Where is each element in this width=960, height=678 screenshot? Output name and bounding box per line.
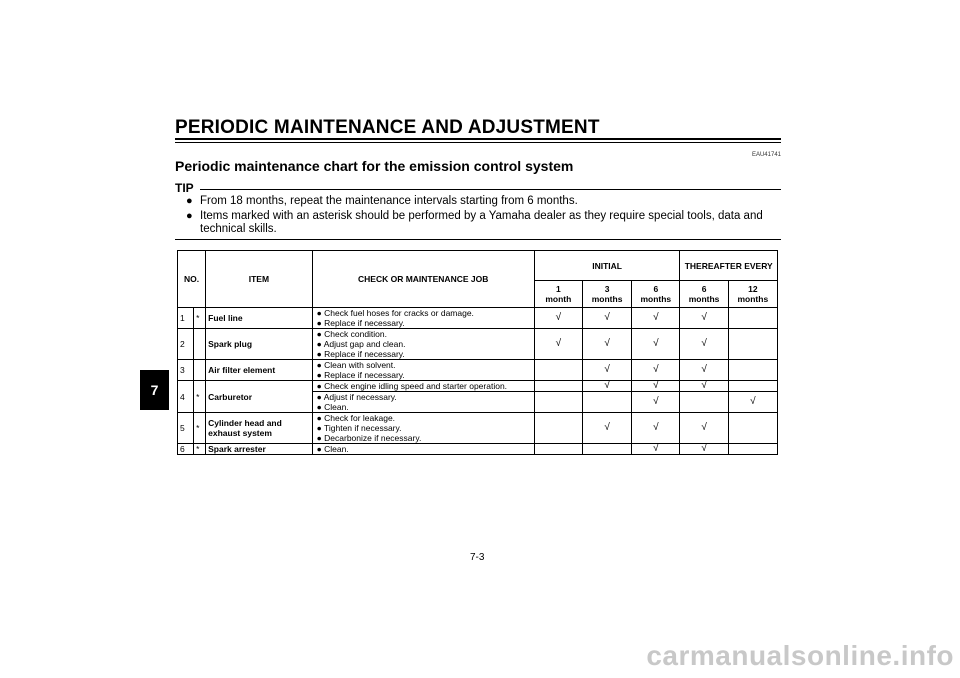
section-title: Periodic maintenance chart for the emission control system [175, 158, 574, 174]
job-line [317, 360, 532, 370]
job-line [317, 329, 532, 339]
check-cell [632, 360, 680, 381]
row-asterisk: * [194, 381, 206, 413]
check-cell [534, 392, 582, 413]
row-number: 4 [178, 381, 194, 413]
table-row [178, 308, 778, 329]
job-line [317, 392, 532, 402]
check-cell [632, 392, 680, 413]
check-cell [582, 413, 631, 444]
page-header-title: PERIODIC MAINTENANCE AND ADJUSTMENT [175, 117, 600, 138]
check-mark: √ [653, 422, 659, 433]
row-item: Carburetor [206, 381, 313, 413]
row-asterisk: * [194, 308, 206, 329]
check-cell [534, 360, 582, 381]
job-cell [312, 360, 534, 381]
job-line [317, 444, 532, 454]
doc-code: EAU41741 [751, 152, 781, 158]
table-row [178, 413, 778, 444]
tip-label: TIP [175, 181, 194, 195]
tip-end-rule [175, 239, 781, 240]
header-period-5: 12 months [728, 281, 777, 308]
page-number: 7-3 [470, 552, 485, 563]
check-cell [534, 381, 582, 392]
job-text: Check fuel hoses for cracks or damage. [324, 308, 474, 318]
tip-item: ● From 18 months, repeat the maintenance intervals starting from 6 months. [186, 195, 578, 207]
chapter-tab: 7 [140, 370, 169, 410]
check-cell [632, 308, 680, 329]
check-mark: √ [653, 396, 659, 407]
check-cell [632, 381, 680, 392]
check-mark: √ [604, 312, 610, 323]
check-cell [582, 329, 631, 360]
check-cell [680, 381, 728, 392]
job-text: Decarbonize if necessary. [324, 433, 422, 443]
header-period-2: 3 months [582, 281, 631, 308]
bullet-icon: ● [316, 349, 322, 359]
job-text: Clean with solvent. [324, 360, 396, 370]
bullet-icon: ● [316, 433, 322, 443]
row-number: 5 [178, 413, 194, 444]
check-cell [632, 444, 680, 455]
check-mark: √ [604, 422, 610, 433]
job-line [317, 413, 532, 423]
check-mark: √ [653, 380, 659, 391]
check-mark: √ [701, 422, 707, 433]
check-cell [534, 413, 582, 444]
row-number: 6 [178, 444, 194, 455]
table-row [178, 360, 778, 381]
job-text: Adjust if necessary. [323, 392, 397, 402]
bullet-icon: ● [316, 413, 322, 423]
job-cell [312, 413, 534, 444]
job-text: Check for leakage. [324, 413, 396, 423]
bullet-icon: ● [316, 360, 322, 370]
check-cell [534, 444, 582, 455]
row-number: 3 [178, 360, 194, 381]
check-cell [728, 444, 777, 455]
job-cell [312, 308, 534, 329]
header-rule-thin [175, 142, 781, 143]
header-thereafter: THEREAFTER EVERY [680, 251, 778, 281]
bullet-icon: ● [316, 318, 322, 328]
row-asterisk: * [194, 444, 206, 455]
job-text: Tighten if necessary. [324, 423, 402, 433]
maintenance-table-body [178, 308, 778, 455]
table-row [178, 329, 778, 360]
header-period-4: 6 months [680, 281, 728, 308]
job-text: Replace if necessary. [324, 349, 405, 359]
tip-list [186, 195, 781, 238]
job-cell [312, 392, 534, 413]
header-rule [175, 138, 781, 140]
check-cell [582, 444, 631, 455]
check-cell [728, 413, 777, 444]
check-cell [534, 329, 582, 360]
check-cell [582, 392, 631, 413]
row-item: Spark arrester [206, 444, 313, 455]
bullet-icon: ● [316, 329, 322, 339]
header-no: NO. [178, 251, 206, 308]
job-line [317, 402, 532, 412]
bullet-icon: ● [316, 392, 322, 402]
check-cell [728, 329, 777, 360]
check-cell [632, 413, 680, 444]
check-mark: √ [701, 380, 707, 391]
table-row [178, 381, 778, 392]
bullet-icon: ● [316, 370, 322, 380]
check-cell [680, 444, 728, 455]
check-cell [728, 381, 777, 392]
job-text: Check engine idling speed and starter operation. [324, 381, 508, 391]
check-cell [582, 360, 631, 381]
bullet-icon: ● [316, 444, 322, 454]
row-item: Spark plug [206, 329, 313, 360]
check-mark: √ [604, 338, 610, 349]
check-mark: √ [653, 443, 659, 454]
bullet-icon: ● [316, 423, 322, 433]
check-cell [534, 308, 582, 329]
bullet-icon: ● [186, 195, 193, 207]
maintenance-table [177, 250, 778, 455]
job-line [317, 423, 532, 433]
job-line [317, 370, 532, 380]
header-period-3: 6 months [632, 281, 680, 308]
row-asterisk [194, 360, 206, 381]
row-item: Fuel line [206, 308, 313, 329]
job-cell [312, 444, 534, 455]
header-item: ITEM [206, 251, 313, 308]
check-mark: √ [750, 396, 756, 407]
watermark: carmanualsonline.info [646, 640, 954, 671]
check-cell [680, 308, 728, 329]
check-cell [680, 413, 728, 444]
row-item: Cylinder head and exhaust system [206, 413, 313, 444]
check-mark: √ [555, 312, 562, 323]
check-mark: √ [701, 443, 707, 454]
job-line [317, 381, 532, 391]
job-cell [312, 381, 534, 392]
check-mark: √ [604, 364, 610, 375]
job-text: Replace if necessary. [324, 370, 405, 380]
check-mark: √ [653, 312, 659, 323]
check-cell [582, 308, 631, 329]
check-mark: √ [555, 338, 562, 349]
check-cell [680, 360, 728, 381]
check-cell [582, 381, 631, 392]
job-text: Replace if necessary. [324, 318, 405, 328]
job-line [317, 349, 532, 359]
check-cell [728, 360, 777, 381]
bullet-icon: ● [316, 308, 322, 318]
row-number: 2 [178, 329, 194, 360]
bullet-icon: ● [316, 339, 322, 349]
header-period-1: 1 month [534, 281, 582, 308]
job-cell [312, 329, 534, 360]
job-text: Adjust gap and clean. [323, 339, 406, 349]
tip-rule [200, 189, 781, 190]
check-cell [728, 392, 777, 413]
job-text: Check condition. [324, 329, 387, 339]
row-item: Air filter element [206, 360, 313, 381]
bullet-icon: ● [316, 381, 322, 391]
check-mark: √ [701, 312, 707, 323]
check-cell [680, 392, 728, 413]
job-text: Clean. [324, 444, 349, 454]
header-initial: INITIAL [534, 251, 680, 281]
check-mark: √ [604, 380, 610, 391]
bullet-icon: ● [316, 402, 322, 412]
tip-item: ● Items marked with an asterisk should be performed by a Yamaha dealer as they require special tools, data and technical skills. [186, 209, 763, 235]
job-line [317, 318, 532, 328]
job-line [317, 308, 532, 318]
check-mark: √ [653, 364, 659, 375]
check-cell [728, 308, 777, 329]
check-mark: √ [701, 338, 707, 349]
check-mark: √ [653, 338, 659, 349]
check-mark: √ [701, 364, 707, 375]
row-asterisk: * [194, 413, 206, 444]
job-line [317, 433, 532, 443]
check-cell [632, 329, 680, 360]
bullet-icon: ● [186, 209, 193, 222]
job-text: Clean. [324, 402, 349, 412]
job-line [317, 339, 532, 349]
table-row [178, 444, 778, 455]
header-job: CHECK OR MAINTENANCE JOB [312, 251, 534, 308]
row-number: 1 [178, 308, 194, 329]
check-cell [680, 329, 728, 360]
row-asterisk [194, 329, 206, 360]
